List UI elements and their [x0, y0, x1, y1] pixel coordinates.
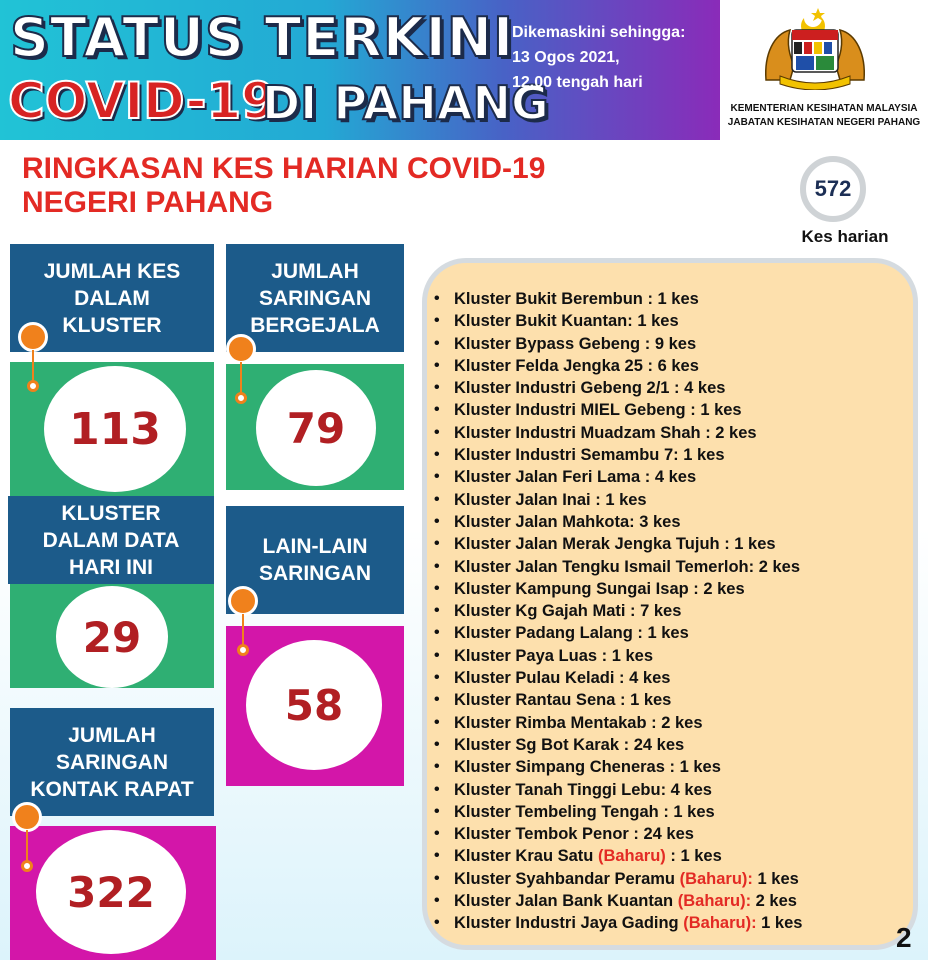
list-item	[432, 422, 922, 444]
list-item	[432, 355, 922, 377]
update-line-3: 12.00 tengah hari	[512, 74, 643, 91]
cluster-case-count: 4 kes	[670, 780, 712, 799]
cluster-name: Kluster Industri Muadzam Shah :	[454, 423, 711, 442]
cluster-name: Kluster Padang Lalang :	[454, 624, 643, 643]
title-status-terkini: STATUS TERKINI	[10, 6, 515, 69]
cluster-case-count: 1 kes	[680, 847, 722, 866]
card-kontak-rapat-label	[10, 708, 214, 816]
map-pin-icon	[228, 586, 258, 658]
card-kluster-value: 113	[44, 366, 186, 492]
cluster-name: Kluster Tembok Penor :	[454, 825, 639, 844]
cluster-name: Kluster Jalan Tengku Ismail Temerloh:	[454, 557, 755, 576]
list-item	[432, 333, 922, 355]
cluster-case-count: 2 kes	[661, 713, 703, 732]
cluster-name: Kluster Jalan Merak Jengka Tujuh :	[454, 535, 730, 554]
card-data-hari-ini-label-line-2: DALAM DATA	[42, 528, 180, 552]
title-covid19: COVID-19	[8, 72, 276, 130]
card-bergejala-label-line-1: JUMLAH	[271, 259, 359, 283]
summary-heading-line-1: RINGKASAN KES HARIAN COVID-19	[22, 152, 546, 185]
cluster-case-count: 1 kes	[611, 646, 654, 665]
card-bergejala-value: 79	[256, 370, 376, 486]
cluster-list	[432, 288, 922, 935]
cluster-case-count: 24 kes	[633, 735, 685, 754]
map-pin-icon	[18, 322, 48, 394]
page-number: 2	[896, 922, 912, 953]
card-data-hari-ini-value: 29	[56, 586, 168, 688]
list-item	[432, 288, 922, 310]
card-lain-lain-value: 58	[246, 640, 382, 770]
new-cluster-badge: (Baharu):	[683, 914, 757, 933]
cluster-name: Kluster Sg Bot Karak :	[454, 735, 630, 754]
list-item	[432, 489, 922, 511]
card-bergejala-label-line-2: SARINGAN	[258, 286, 371, 310]
cluster-name: Kluster Kg Gajah Mati :	[454, 602, 636, 621]
card-data-hari-ini-label-line-1: KLUSTER	[61, 501, 161, 525]
list-item	[432, 399, 922, 421]
list-item	[432, 578, 922, 600]
card-bergejala-label-line-3: BERGEJALA	[250, 313, 380, 337]
card-kontak-rapat-value: 322	[36, 830, 186, 954]
new-cluster-badge: (Baharu)	[597, 847, 666, 866]
summary-heading	[22, 152, 545, 220]
list-item	[432, 667, 922, 689]
daily-cases-label: Kes harian	[801, 227, 889, 246]
cluster-case-count: 4 kes	[629, 669, 671, 688]
list-item	[432, 712, 922, 734]
card-data-hari-ini-label	[8, 496, 214, 584]
cluster-case-count: 7 kes	[640, 602, 682, 621]
list-item	[432, 377, 922, 399]
cluster-name: Kluster Bukit Berembun :	[454, 290, 653, 308]
list-item	[432, 622, 922, 644]
list-item	[432, 466, 922, 488]
cluster-name: Kluster Industri Jaya Gading	[454, 914, 679, 933]
list-item	[432, 511, 922, 533]
cluster-case-count: 1 kes	[605, 490, 647, 509]
ministry-line-2: JABATAN KESIHATAN NEGERI PAHANG	[727, 117, 921, 128]
cluster-case-count: 24 kes	[643, 825, 694, 844]
cluster-name: Kluster Industri MIEL Gebeng :	[454, 401, 696, 420]
cluster-name: Kluster Bypass Gebeng :	[454, 334, 651, 353]
cluster-case-count: 1 kes	[734, 535, 776, 554]
ministry-line-1: KEMENTERIAN KESIHATAN MALAYSIA	[730, 103, 918, 114]
list-item	[432, 890, 922, 912]
cluster-case-count: 1 kes	[700, 401, 742, 420]
list-item	[432, 845, 922, 867]
cluster-name: Kluster Industri Semambu 7:	[454, 446, 679, 465]
cluster-name: Kluster Felda Jengka 25 :	[454, 356, 653, 375]
cluster-name: Kluster Syahbandar Peramu	[454, 869, 675, 888]
cluster-name: Kluster Tembeling Tengah :	[454, 802, 669, 821]
list-item	[432, 533, 922, 555]
cluster-name: Kluster Industri Gebeng 2/1 :	[454, 379, 680, 398]
card-kontak-rapat-label-line-3: KONTAK RAPAT	[30, 777, 194, 801]
cluster-name: Kluster Bukit Kuantan:	[454, 312, 633, 331]
new-cluster-badge: (Baharu):	[679, 869, 753, 888]
list-item	[432, 756, 922, 778]
cluster-case-count: 1 kes	[657, 290, 699, 308]
daily-cases-value: 572	[800, 156, 866, 222]
card-kluster-label-line-3: KLUSTER	[62, 313, 162, 337]
list-item	[432, 310, 922, 332]
card-kluster-label-line-2: DALAM	[74, 286, 150, 310]
list-item	[432, 912, 922, 934]
cluster-case-count: 2 kes	[703, 579, 745, 598]
list-item	[432, 801, 922, 823]
card-kontak-rapat-label-line-2: SARINGAN	[55, 750, 168, 774]
cluster-name: Kluster Kampung Sungai Isap :	[454, 579, 699, 598]
update-line-1: Dikemaskini sehingga:	[512, 24, 686, 41]
card-lain-lain-label-line-1: LAIN-LAIN	[262, 535, 368, 558]
cluster-case-count: 3 kes	[639, 512, 681, 531]
list-item	[432, 444, 922, 466]
cluster-name: Kluster Simpang Cheneras :	[454, 758, 675, 777]
cluster-name: Kluster Jalan Mahkota:	[454, 512, 635, 531]
cluster-case-count: 2 kes	[755, 892, 797, 911]
cluster-case-count: 1 kes	[647, 624, 689, 643]
list-item	[432, 734, 922, 756]
cluster-name: Kluster Rimba Mentakab :	[454, 713, 657, 732]
map-pin-icon	[12, 802, 42, 874]
cluster-case-count: 2 kes	[715, 423, 757, 442]
list-item	[432, 645, 922, 667]
cluster-case-count: 1 kes	[683, 446, 725, 465]
malaysia-coat-of-arms-icon	[760, 4, 870, 90]
cluster-case-count: 1 kes	[679, 758, 721, 777]
new-cluster-badge: (Baharu):	[677, 892, 752, 911]
cluster-case-count: 9 kes	[654, 334, 697, 353]
cluster-name: Kluster Pulau Keladi :	[454, 669, 625, 688]
cluster-case-count: 1 kes	[673, 802, 715, 821]
cluster-case-count: 1 kes	[630, 691, 672, 710]
card-data-hari-ini-label-line-3: HARI INI	[68, 555, 153, 579]
cluster-separator: :	[665, 847, 676, 866]
cluster-case-count: 6 kes	[657, 356, 699, 375]
list-item	[432, 868, 922, 890]
cluster-name: Kluster Rantau Sena :	[454, 691, 626, 710]
cluster-name: Kluster Tanah Tinggi Lebu:	[454, 780, 667, 799]
map-pin-icon	[226, 334, 256, 406]
cluster-case-count: 1 kes	[757, 869, 799, 888]
card-kontak-rapat-label-line-1: JUMLAH	[68, 723, 156, 747]
update-timestamp	[512, 20, 718, 95]
cluster-name: Kluster Krau Satu	[454, 847, 594, 866]
cluster-name: Kluster Jalan Feri Lama :	[454, 468, 651, 487]
ministry-name	[720, 102, 928, 130]
header-banner	[0, 0, 720, 140]
list-item	[432, 556, 922, 578]
title-di-pahang: DI PAHANG	[262, 76, 549, 130]
list-item	[432, 779, 922, 801]
card-kluster-label-line-1: JUMLAH KES	[43, 259, 181, 283]
cluster-case-count: 2 kes	[758, 557, 801, 576]
cluster-case-count: 4 kes	[684, 379, 726, 398]
list-item	[432, 689, 922, 711]
card-lain-lain-label-line-2: SARINGAN	[258, 562, 371, 585]
cluster-name: Kluster Jalan Inai :	[454, 490, 601, 509]
summary-heading-line-2: NEGERI PAHANG	[22, 186, 274, 219]
cluster-case-count: 1 kes	[761, 914, 803, 933]
cluster-name: Kluster Jalan Bank Kuantan	[454, 892, 674, 911]
list-item	[432, 600, 922, 622]
cluster-case-count: 1 kes	[637, 312, 679, 331]
update-line-2: 13 Ogos 2021,	[512, 49, 620, 66]
cluster-case-count: 4 kes	[654, 468, 697, 487]
cluster-name: Kluster Paya Luas :	[454, 646, 608, 665]
list-item	[432, 823, 922, 845]
